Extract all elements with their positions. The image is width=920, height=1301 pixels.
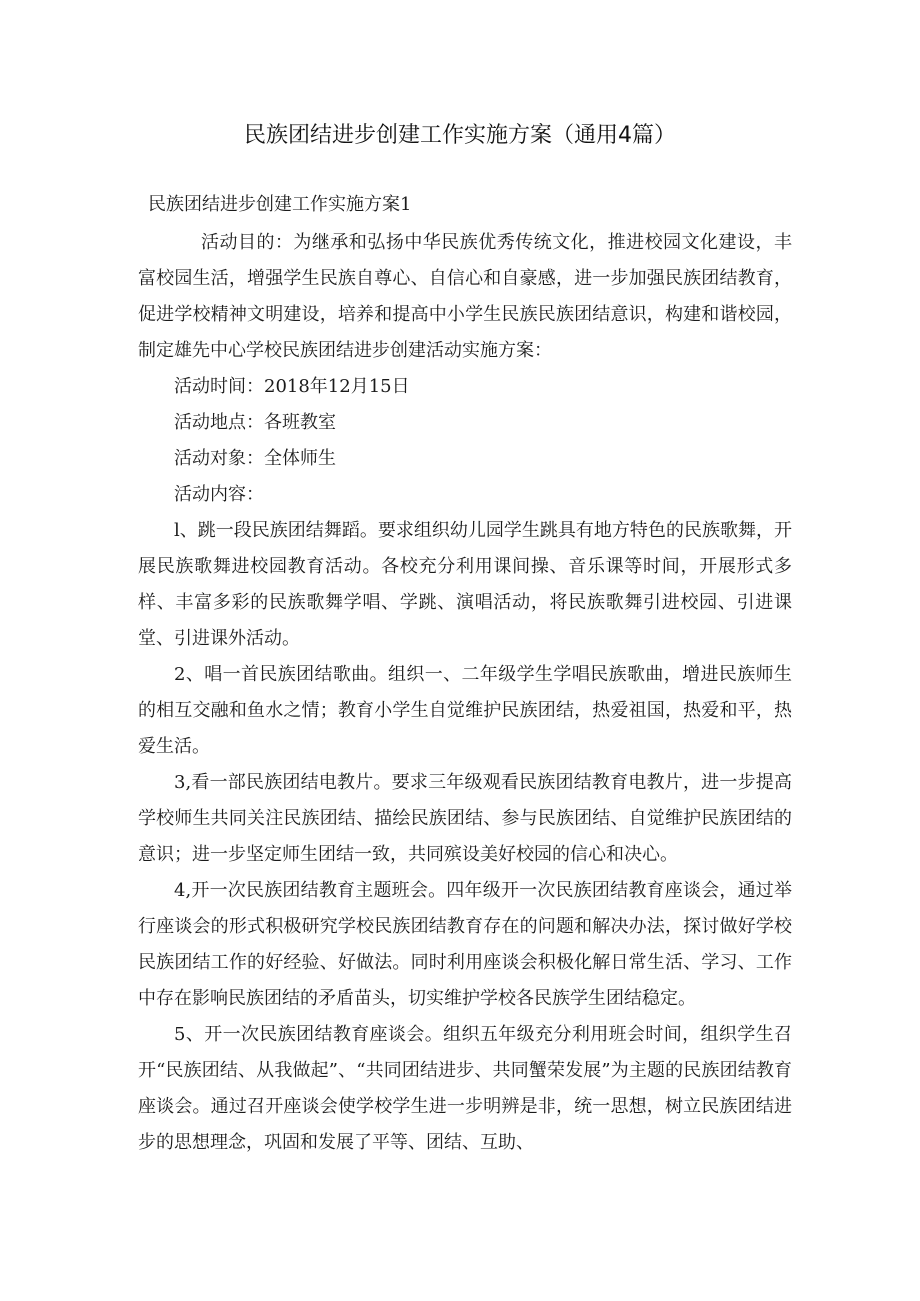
paragraph-item-1: l、跳一段民族团结舞蹈。要求组织幼儿园学生跳具有地方特色的民族歌舞，开展民族歌舞进校园教育活动。各校充分利用课间操、音乐课等时间，开展形式多样、丰富多彩的民族歌舞学唱、学跳、演唱活动，将民族歌舞引进校园、引进课堂、引进课外活动。: [138, 520, 792, 649]
paragraph-target: 活动对象：全体师生: [174, 448, 336, 469]
paragraph-item-5: 5、开一次民族团结教育座谈会。组织五年级充分利用班会时间，组织学生召开“民族团结、从我做起”、“共同团结进步、共同蟹荣发展”为主题的民族团结教育座谈会。通过召开座谈会使学校学生进一步明辨是非，统一思想，树立民族团结进步的思想理念，巩固和发展了平等、团结、互助、: [138, 1024, 792, 1153]
paragraph-purpose: 活动目的：为继承和弘扬中华民族优秀传统文化，推进校园文化建设，丰富校园生活，增强学生民族自尊心、自信心和自豪感，进一步加强民族团结教育，促进学校精神文明建设，培养和提高中小学生民族民族团结意识，构建和谐校园，制定雄先中心学校民族团结进步创建活动实施方案：: [138, 232, 792, 361]
paragraph-place: 活动地点：各班教室: [174, 412, 336, 433]
paragraph-item-2: 2、唱一首民族团结歌曲。组织一、二年级学生学唱民族歌曲，增进民族师生的相互交融和鱼水之情；教育小学生自觉维护民族团结，热爱祖国，热爱和平，热爱生活。: [138, 664, 792, 757]
paragraph-content-heading: 活动内容：: [174, 484, 264, 505]
paragraph-time: 活动时间：2018年12月15日: [174, 376, 410, 397]
paragraph-item-4: 4,开一次民族团结教育主题班会。四年级开一次民族团结教育座谈会，通过举行座谈会的形式积极研究学校民族团结教育存在的问题和解决办法，探讨做好学校民族团结工作的好经验、好做法。同时利用座谈会积极化解日常生活、学习、工作中存在影响民族团结的矛盾苗头，切实维护学校各民族学生团结稳定。: [138, 880, 792, 1009]
paragraph-item-3: 3,看一部民族团结电教片。要求三年级观看民族团结教育电教片，进一步提高学校师生共同关注民族团结、描绘民族团结、参与民族团结、自觉维护民族团结的意识；进一步坚定师生团结一致，共同殡设美好校园的信心和决心。: [138, 772, 792, 865]
document-title: 民族团结进步创建工作实施方案（通用4篇）: [244, 123, 676, 148]
document-body: [138, 225, 792, 1161]
section-subtitle: 民族团结进步创建工作实施方案1: [148, 194, 412, 215]
